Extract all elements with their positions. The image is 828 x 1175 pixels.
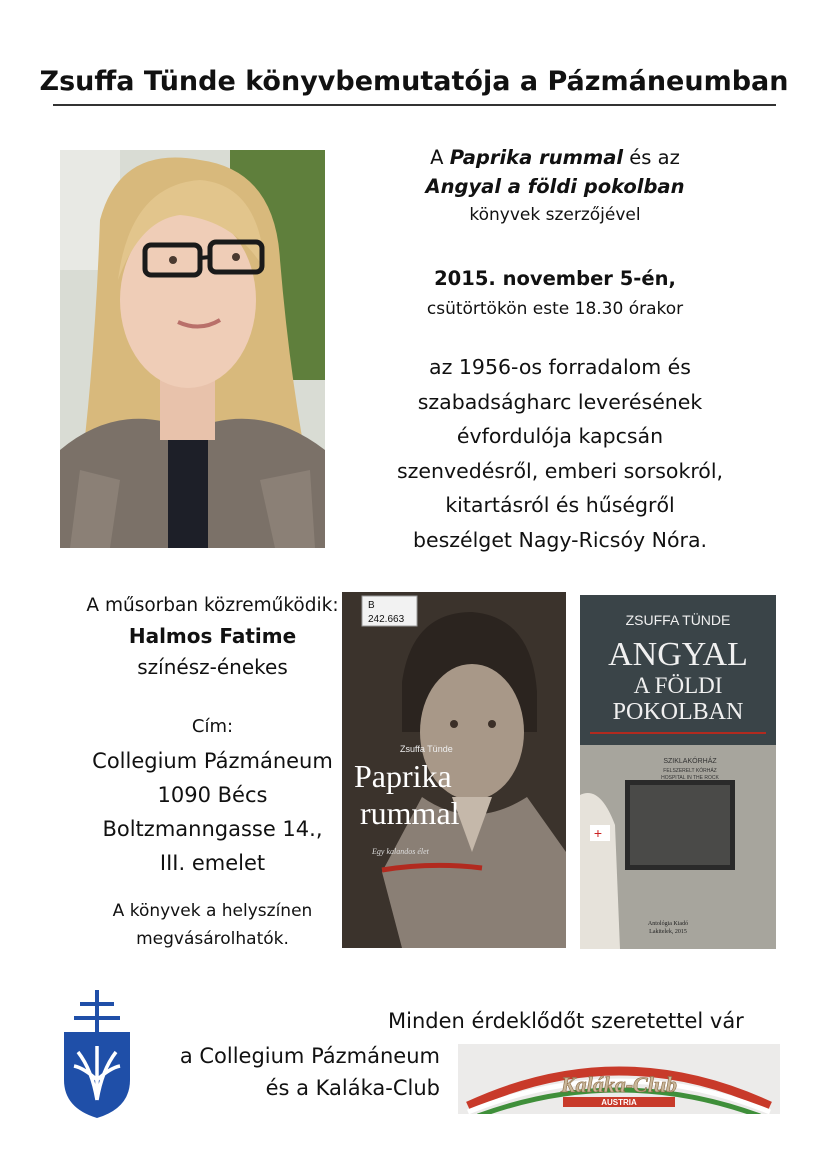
intro-tail: könyvek szerzőjével	[469, 205, 641, 225]
description-line: szenvedésről, emberi sorsokról,	[396, 458, 724, 483]
description-line: beszélget Nagy-Ricsóy Nóra.	[412, 527, 708, 552]
angyal-sign-line3: HOSPITAL IN THE ROCK	[661, 775, 719, 781]
paprika-subtitle: Egy kalandos élet	[372, 847, 429, 856]
address-line: Collegium Pázmáneum	[92, 749, 333, 773]
book-cover-angyal	[580, 595, 776, 949]
club-logo-text: Kaláka-Club	[560, 1072, 678, 1097]
author-portrait	[60, 150, 325, 548]
address-line: III. emelet	[159, 851, 266, 875]
svg-text:+: +	[593, 825, 603, 841]
footer-host2: és a Kaláka-Club	[265, 1076, 440, 1100]
event-datetime	[355, 264, 755, 324]
library-number: 242.663	[368, 614, 405, 625]
angyal-publisher-line2: Lakitelek, 2015	[649, 929, 687, 935]
angyal-sign-line1: SZIKLAKÓRHÁZ	[663, 758, 717, 765]
angyal-title-line2: A FÖLDI	[633, 673, 723, 698]
performer-name: Halmos Fatime	[128, 624, 297, 648]
library-label: B	[368, 600, 375, 611]
event-time: csütörtökön este 18.30 órakor	[426, 299, 684, 319]
footer-invite: Minden érdeklődőt szeretettel vár	[388, 1009, 744, 1033]
footer-host1: a Collegium Pázmáneum	[179, 1044, 440, 1068]
performer-role: színész-énekes	[137, 655, 288, 679]
event-description	[355, 350, 765, 557]
address-line: Boltzmanngasse 14.,	[102, 817, 323, 841]
angyal-author: ZSUFFA TÜNDE	[625, 612, 731, 628]
description-line: évfordulója kapcsán	[456, 424, 664, 448]
address-block	[40, 710, 385, 880]
performer-block	[40, 590, 385, 683]
intro-lead: A	[430, 146, 444, 169]
description-line: kitartásról és hűségről	[445, 493, 675, 517]
kalaka-club-logo	[458, 1044, 780, 1114]
purchase-note	[40, 897, 385, 953]
purchase-line: A könyvek a helyszínen	[112, 901, 313, 921]
performer-intro: A műsorban közreműködik:	[86, 595, 339, 616]
book2-title: Angyal a földi pokolban	[425, 175, 685, 198]
event-date: 2015. november 5-én,	[434, 267, 676, 290]
paprika-author: Zsuffa Tünde	[400, 744, 453, 754]
footer-hosts	[150, 1040, 440, 1104]
angyal-publisher-line1: Antológia Kiadó	[647, 921, 689, 927]
intro-and: és az	[629, 146, 680, 169]
title-divider	[53, 104, 776, 106]
page-title: Zsuffa Tünde könyvbemutatója a Pázmáneumban	[39, 66, 789, 97]
paprika-title-line1: Paprika	[354, 758, 452, 794]
purchase-line: megvásárolhatók.	[136, 929, 289, 949]
angyal-title-line3: POKOLBAN	[612, 699, 744, 725]
angyal-title-line1: ANGYAL	[608, 636, 748, 673]
paprika-title-line2: rummal	[360, 795, 460, 831]
address-label: Cím:	[191, 716, 234, 737]
description-line: az 1956-os forradalom és	[429, 355, 691, 379]
description-line: szabadságharc leverésének	[417, 389, 703, 414]
club-logo-sub: AUSTRIA	[601, 1098, 637, 1107]
angyal-sign-line2: FELSZERELT KÓRHÁZ	[663, 768, 717, 774]
book-intro	[355, 143, 755, 230]
address-line: 1090 Bécs	[157, 783, 268, 807]
book-cover-paprika-rummal	[342, 592, 566, 948]
pazmaneum-crest-logo	[62, 990, 132, 1120]
book1-title: Paprika rummal	[449, 146, 624, 169]
